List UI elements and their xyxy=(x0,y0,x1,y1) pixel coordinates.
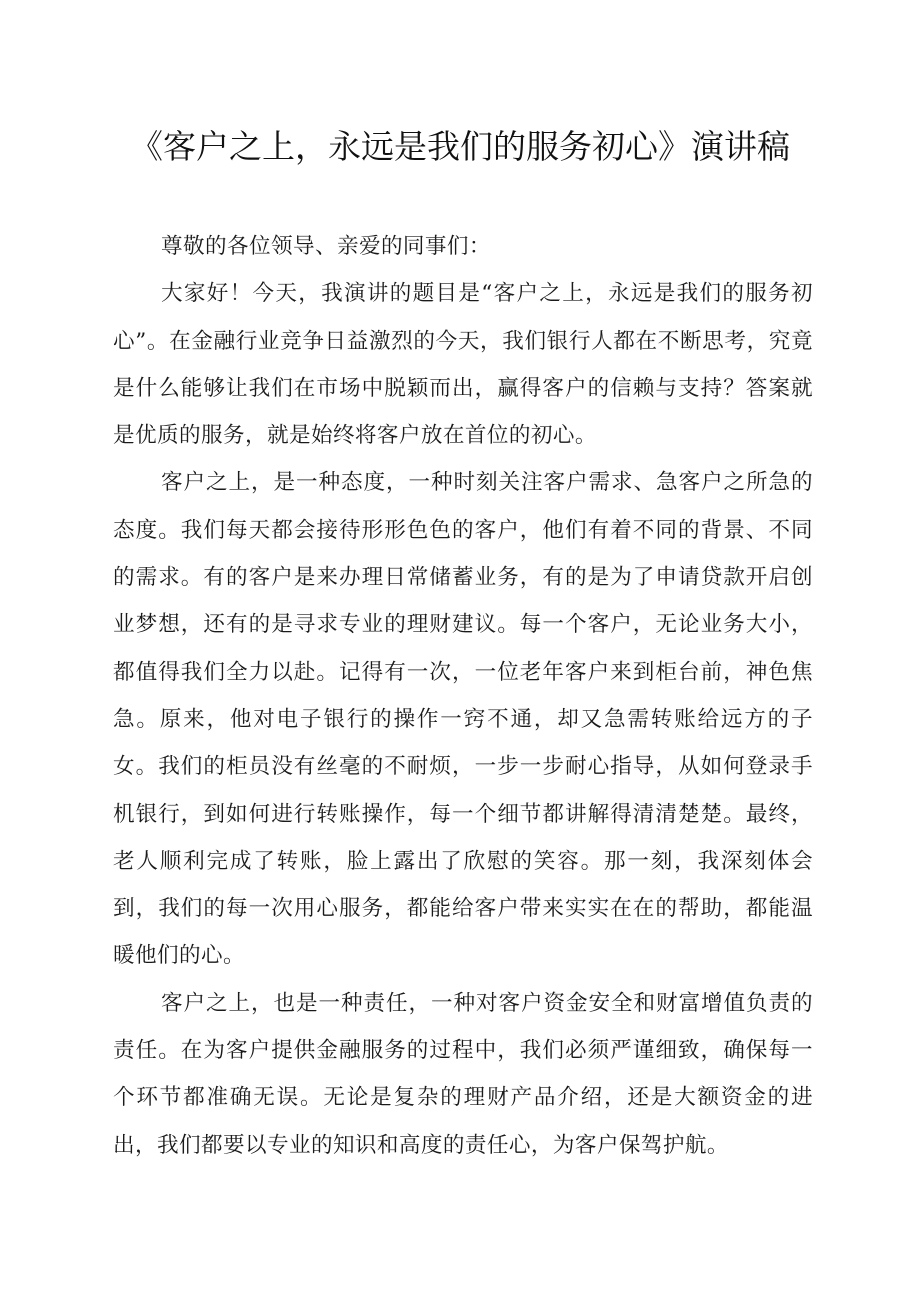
paragraph-3: 客户之上，也是一种责任，一种对客户资金安全和财富增值负责的责任。在为客户提供金融服务的过程中，我们必须严谨细致，确保每一个环节都准确无误。无论是复杂的理财产品介绍，还是大额资金的进出，我们都要以专业的知识和高度的责任心，为客户保驾护航。 xyxy=(113,990,813,1158)
document-title: 《客户之上，永远是我们的服务初心》演讲稿 xyxy=(130,127,790,166)
document-body xyxy=(113,223,813,1169)
paragraph-1: 大家好！今天，我演讲的题目是“客户之上，永远是我们的服务初心”。在金融行业竞争日益激烈的今天，我们银行人都在不断思考，究竟是什么能够让我们在市场中脱颖而出，赢得客户的信赖与支持？答案就是优质的服务，就是始终将客户放在首位的初心。 xyxy=(113,281,813,449)
salutation: 尊敬的各位领导、亲爱的同事们： xyxy=(161,234,491,259)
paragraph-2: 客户之上，是一种态度，一种时刻关注客户需求、急客户之所急的态度。我们每天都会接待形形色色的客户，他们有着不同的背景、不同的需求。有的客户是来办理日常储蓄业务，有的是为了申请贷款开启创业梦想，还有的是寻求专业的理财建议。每一个客户，无论业务大小，都值得我们全力以赴。记得有一次，一位老年客户来到柜台前，神色焦急。原来，他对电子银行的操作一窍不通，却又急需转账给远方的子女。我们的柜员没有丝毫的不耐烦，一步一步耐心指导，从如何登录手机银行，到如何进行转账操作，每一个细节都讲解得清清楚楚。最终，老人顺利完成了转账，脸上露出了欣慰的笑容。那一刻，我深刻体会到，我们的每一次用心服务，都能给客户带来实实在在的帮助，都能温暖他们的心。 xyxy=(113,470,813,969)
